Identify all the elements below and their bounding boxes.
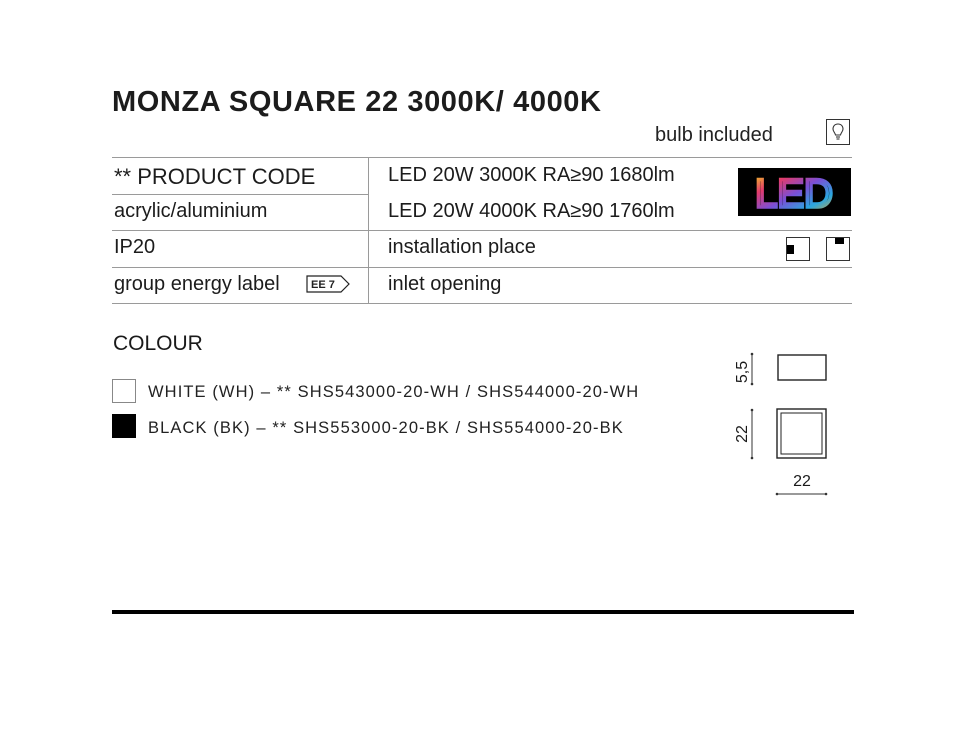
colour-heading: COLOUR [113, 332, 203, 355]
bulb-included-label: bulb included [655, 124, 773, 146]
material-label: acrylic/aluminium [114, 200, 268, 222]
colour-option-white: WHITE (WH) – ** SHS543000-20-WH / SHS544000-20-WH [148, 383, 640, 401]
energy-label-text: group energy label [114, 273, 280, 295]
table-line [112, 194, 368, 195]
svg-text:LED: LED [755, 172, 833, 216]
ip-rating-label: IP20 [114, 236, 156, 258]
black-swatch [112, 414, 136, 438]
bottom-rule [112, 610, 854, 614]
bulb-icon [826, 119, 850, 145]
table-divider [368, 157, 369, 304]
led-logo [738, 168, 851, 216]
energy-class-icon [306, 274, 352, 299]
width-dimension: 22 [793, 473, 811, 490]
product-code-label: ** PRODUCT CODE [114, 164, 316, 189]
depth-dimension: 22 [734, 425, 751, 443]
wall-installation-icon [786, 237, 810, 261]
svg-text:EE 7: EE 7 [311, 279, 335, 291]
table-line [112, 267, 852, 268]
height-dimension: 5,5 [734, 360, 751, 384]
inlet-opening-label: inlet opening [388, 273, 502, 295]
product-title: MONZA SQUARE 22 3000K/ 4000K [112, 86, 602, 118]
table-line [112, 303, 852, 304]
table-line [112, 230, 852, 231]
variant-3000k: LED 20W 3000K RA≥90 1680lm [388, 164, 675, 186]
installation-place-label: installation place [388, 236, 536, 258]
table-line [112, 157, 852, 158]
variant-4000k: LED 20W 4000K RA≥90 1760lm [388, 200, 675, 222]
colour-option-black: BLACK (BK) – ** SHS553000-20-BK / SHS554000-20-BK [148, 419, 624, 437]
ceiling-installation-icon [826, 237, 850, 261]
white-swatch [112, 379, 136, 403]
